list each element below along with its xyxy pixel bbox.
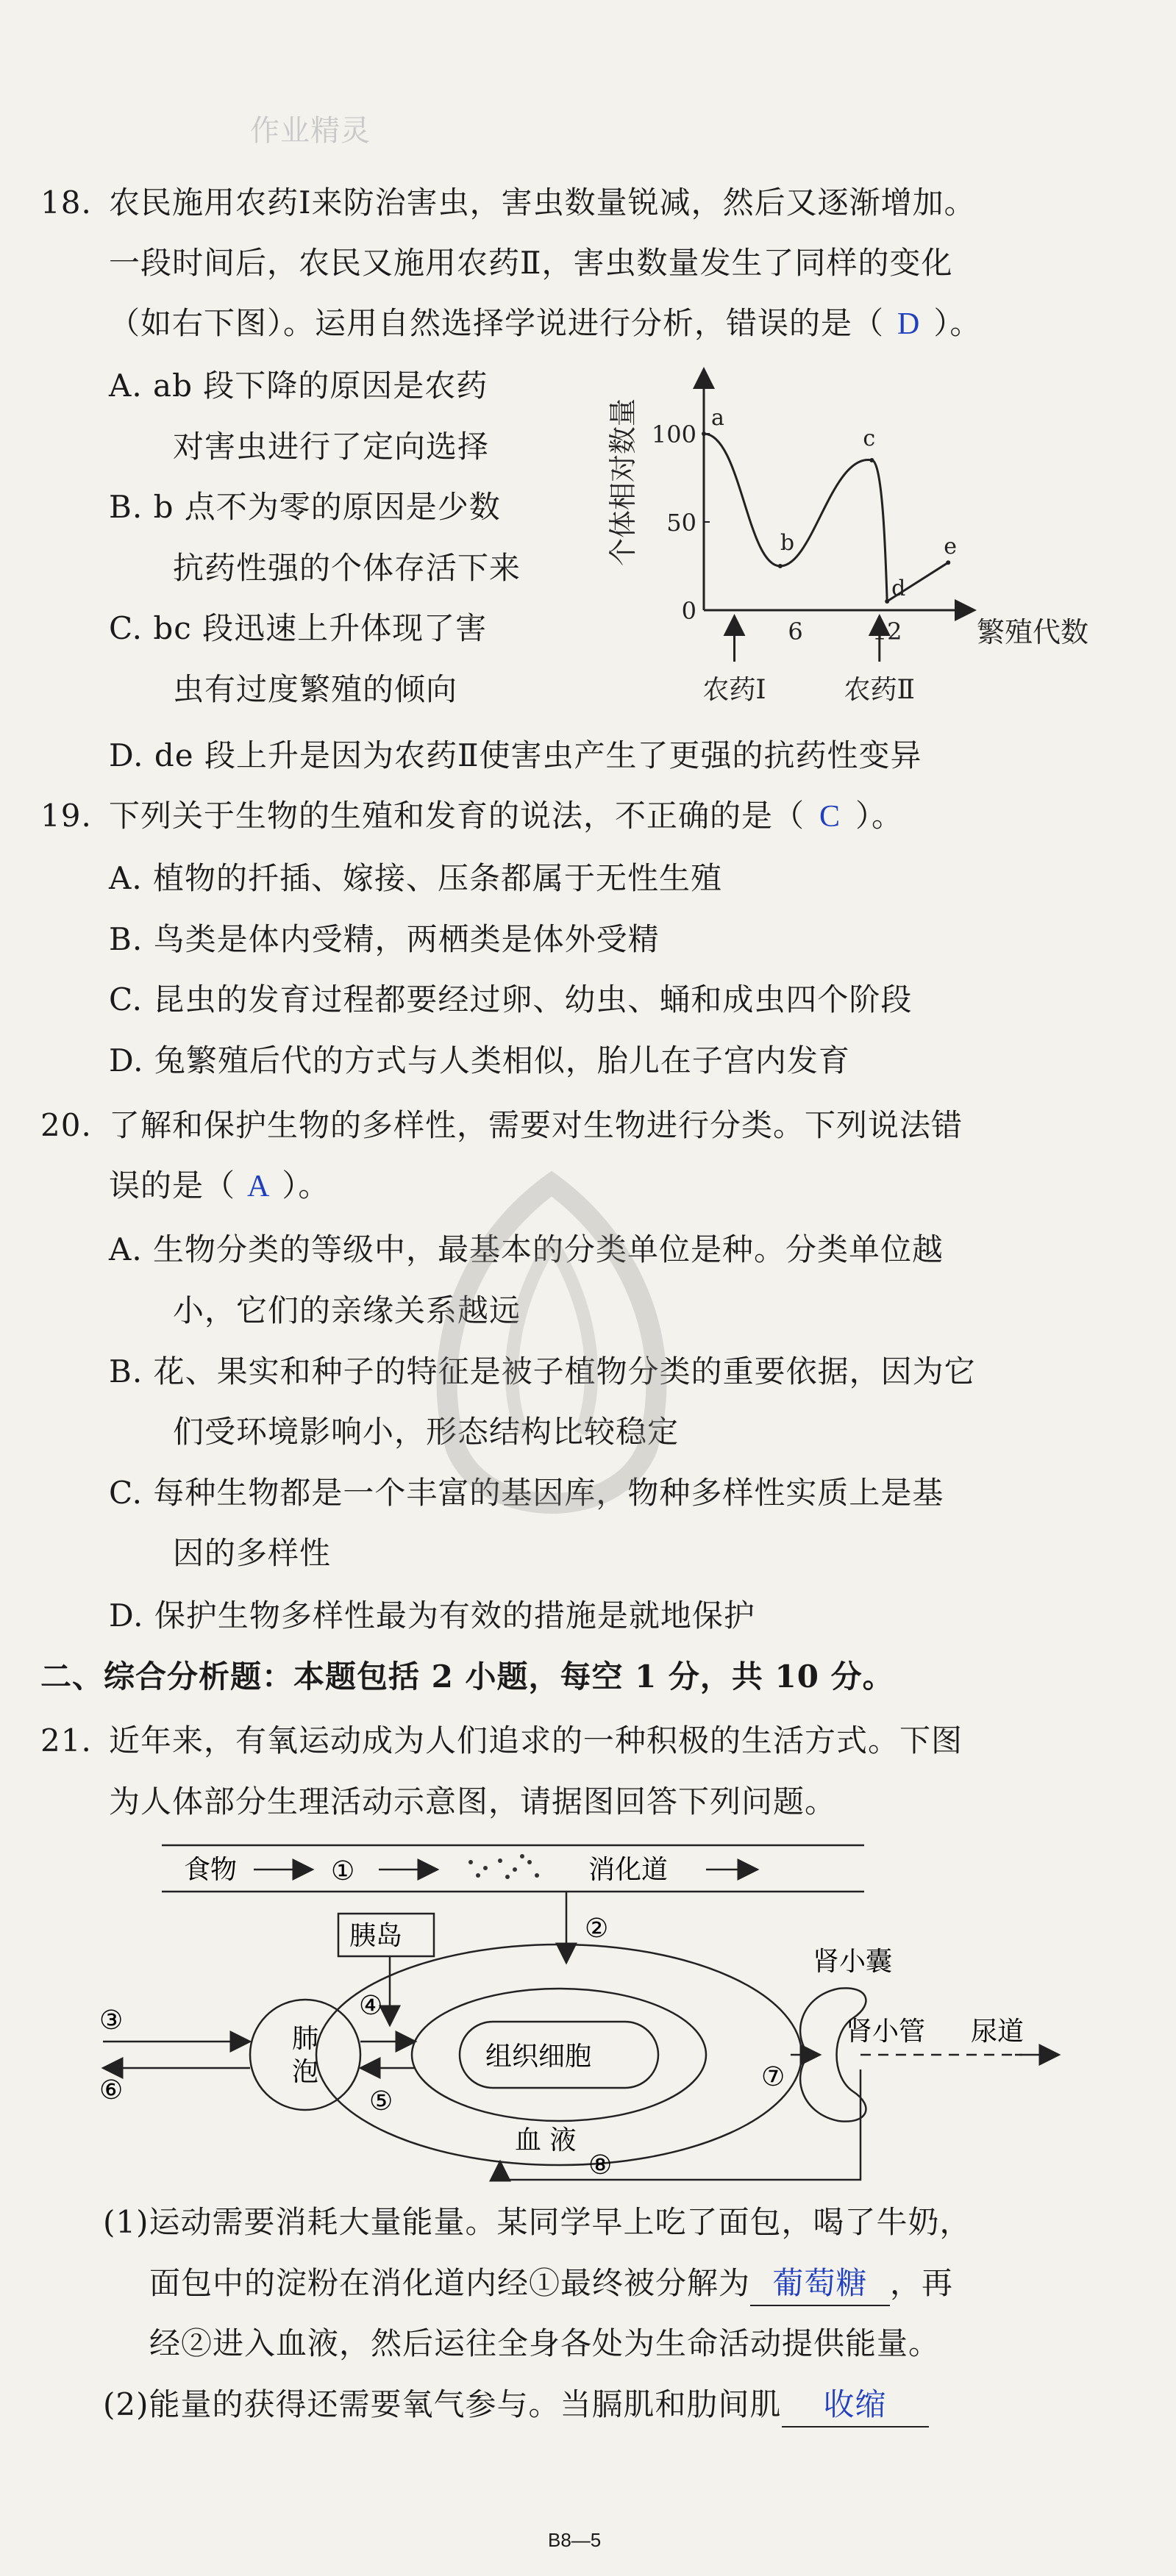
q18-stem: （如右下图）。运用自然选择学说进行分析，错误的是（ (109, 305, 885, 341)
alveolus-label-2: 泡 (292, 2057, 319, 2087)
q20-option-b: B. 花、果实和种子的特征是被子植物分类的重要依据，因为它 (109, 1353, 976, 1389)
q20-option-a-cont: 小，它们的亲缘关系越远 (173, 1292, 521, 1328)
q18-option-b-cont: 抗药性强的个体存活下来 (173, 550, 521, 586)
digestive-tract-label: 消化道 (588, 1855, 669, 1885)
q20-number: 20. (40, 1107, 92, 1143)
q21-sub2-text: (2)能量的获得还需要氧气参与。当膈肌和肋间肌 (103, 2386, 782, 2422)
marker-4: ④ (359, 1991, 383, 2021)
watermark-logo (382, 1154, 721, 1566)
y-tick-label: 100 (651, 421, 696, 448)
y-tick-label: 50 (666, 509, 696, 537)
q21-sub1-line2 (149, 2263, 953, 2306)
q19-number: 19. (40, 798, 92, 834)
physiology-diagram (99, 1834, 1074, 2187)
q20-option-b-cont: 们受环境影响小，形态结构比较稳定 (173, 1414, 680, 1450)
marker-6: ⑥ (99, 2075, 124, 2105)
x-tick-label: 12 (872, 618, 902, 645)
q20-line2 (109, 1165, 329, 1207)
marker-7: ⑦ (761, 2062, 785, 2092)
q18-option-a-cont: 对害虫进行了定向选择 (173, 429, 490, 465)
data-point-e (946, 560, 950, 565)
point-label-c: c (863, 426, 876, 451)
pesticide-label: 农药Ⅰ (702, 675, 766, 705)
q21-sub1-line3: 经②进入血液，然后运往全身各处为生命活动提供能量。 (149, 2325, 941, 2361)
q18-option-c: C. bc 段迅速上升体现了害 (109, 610, 488, 646)
q18-number: 18. (40, 185, 92, 221)
q18-option-c-cont: 虫有过度繁殖的倾向 (173, 671, 458, 707)
marker-8: ⑧ (588, 2150, 613, 2180)
blood-label: 血 液 (515, 2125, 577, 2155)
kidney-capsule-label: 肾小囊 (813, 1947, 893, 1977)
food-label: 食物 (184, 1855, 238, 1885)
x-tick-label: 6 (788, 618, 803, 645)
q21-number: 21. (40, 1722, 92, 1759)
q21-line1: 近年来，有氧运动成为人们追求的一种积极的生活方式。下图 (109, 1722, 963, 1759)
q18-option-a: A. ab 段下降的原因是农药 (109, 368, 488, 404)
population-chart (588, 360, 1147, 706)
q19-answer: C (819, 800, 841, 834)
q19-stem: 下列关于生物的生殖和发育的说法，不正确的是（ (109, 798, 805, 834)
q21-sub1-text: 面包中的淀粉在消化道内经①最终被分解为 (149, 2265, 751, 2301)
q20-stem: 误的是（ (109, 1167, 236, 1203)
section-header: 二、综合分析题：本题包括 2 小题，每空 1 分，共 10 分。 (40, 1659, 894, 1695)
q20-answer: A (247, 1170, 271, 1203)
population-curve (704, 434, 948, 601)
q19-option-b: B. 鸟类是体内受精，两栖类是体外受精 (109, 921, 660, 957)
q20-option-c-cont: 因的多样性 (173, 1535, 332, 1571)
pesticide-label: 农药Ⅱ (844, 675, 916, 705)
marker-1: ① (331, 1856, 355, 1886)
q18-option-b: B. b 点不为零的原因是少数 (109, 489, 501, 525)
q19-stem-end: ）。 (855, 798, 904, 834)
point-label-e: e (944, 534, 958, 560)
kidney-tubule-label: 肾小管 (846, 2017, 926, 2047)
data-point-d (885, 599, 889, 604)
q20-line1: 了解和保护生物的多样性，需要对生物进行分类。下列说法错 (109, 1107, 963, 1143)
q21-sub2-line1 (103, 2384, 929, 2427)
marker-2: ② (585, 1914, 609, 1944)
q18-answer: D (897, 307, 921, 341)
q18-line2: 一段时间后，农民又施用农药Ⅱ，害虫数量发生了同样的变化 (109, 245, 953, 281)
q19-stem-line (109, 795, 903, 837)
q19-option-a: A. 植物的扦插、嫁接、压条都属于无性生殖 (109, 860, 723, 896)
q19-option-d: D. 兔繁殖后代的方式与人类相似，胎儿在子宫内发育 (109, 1042, 850, 1078)
q20-option-c: C. 每种生物都是一个丰富的基因库，物种多样性实质上是基 (109, 1475, 944, 1511)
point-label-d: d (891, 576, 906, 601)
marker-3: ③ (99, 2006, 124, 2036)
marker-5: ⑤ (369, 2086, 393, 2117)
answer-blank-glucose[interactable]: 葡萄糖 (750, 2264, 890, 2306)
chart-ylabel: 个体相对数量 (607, 398, 639, 566)
data-point-b (778, 564, 783, 568)
q20-option-a: A. 生物分类的等级中，最基本的分类单位是种。分类单位越 (109, 1231, 944, 1267)
alveolus-label-1: 肺 (292, 2024, 319, 2054)
q21-line2: 为人体部分生理活动示意图，请据图回答下列问题。 (109, 1783, 837, 1820)
q18-line1: 农民施用农药Ⅰ来防治害虫，害虫数量锐减，然后又逐渐增加。 (109, 185, 976, 221)
q21-sub1-text-end: ，再 (890, 2265, 954, 2301)
q19-option-c: C. 昆虫的发育过程都要经过卵、幼虫、蛹和成虫四个阶段 (109, 981, 913, 1017)
q20-option-d: D. 保护生物多样性最为有效的措施是就地保护 (109, 1598, 755, 1634)
tissue-cell-label: 组织细胞 (485, 2042, 592, 2072)
data-point-a (702, 432, 706, 436)
page-number: B8—5 (548, 2529, 602, 2551)
chart-xlabel: 繁殖代数 (977, 616, 1089, 648)
answer-blank-contract[interactable]: 收缩 (782, 2385, 929, 2427)
watermark-text: 作业精灵 (250, 114, 371, 148)
q21-sub1-line1: (1)运动需要消耗大量能量。某同学早上吃了面包，喝了牛奶， (103, 2204, 972, 2240)
data-point-c (869, 458, 874, 462)
islet-label: 胰岛 (349, 1921, 403, 1951)
y-tick-label: 0 (681, 597, 696, 625)
q20-stem-end: ）。 (282, 1167, 330, 1203)
q18-option-d: D. de 段上升是因为农药Ⅱ使害虫产生了更强的抗药性变异 (109, 737, 922, 773)
urethra-label: 尿道 (971, 2017, 1024, 2047)
point-label-b: b (780, 530, 795, 556)
q18-line3 (109, 303, 981, 345)
q18-stem-end: ）。 (933, 305, 982, 341)
food-particles (468, 1854, 539, 1879)
point-label-a: a (711, 405, 724, 431)
